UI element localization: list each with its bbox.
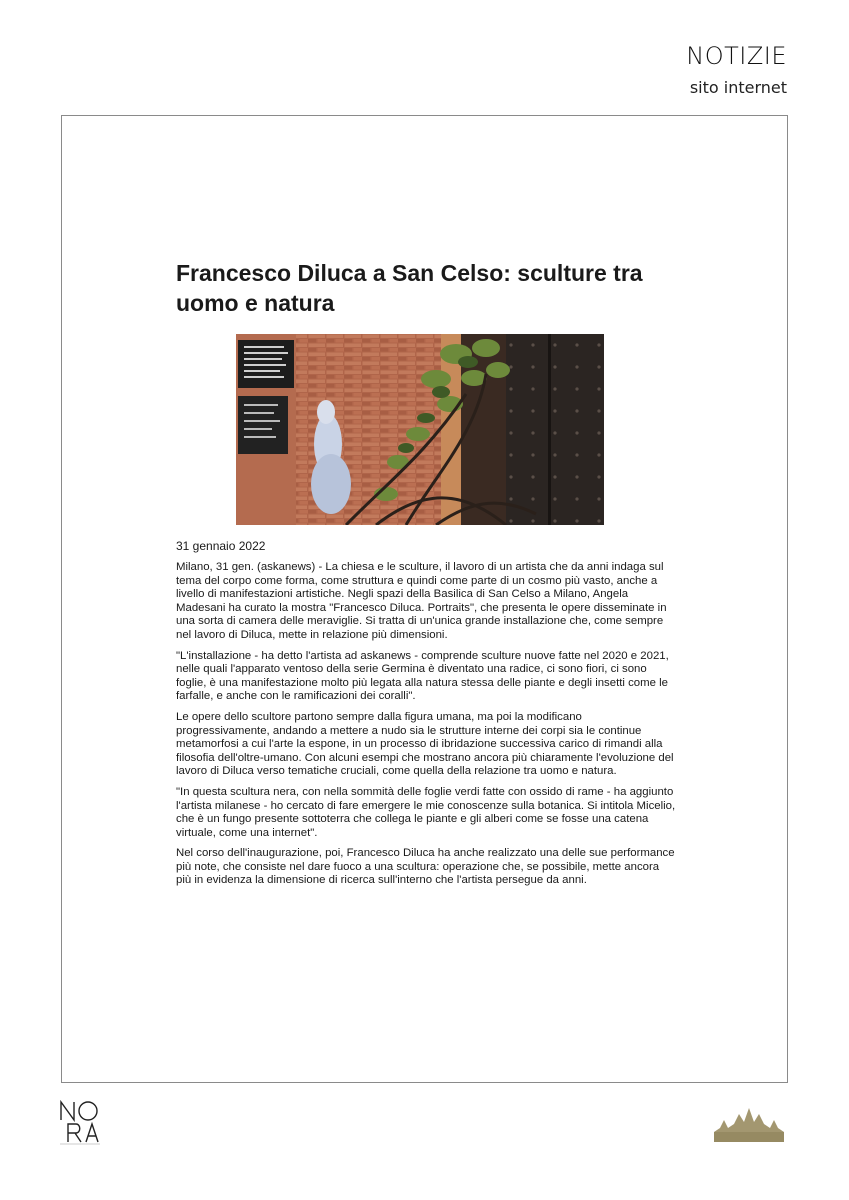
article-date: 31 gennaio 2022 [176, 539, 266, 553]
page-header-subtitle: sito internet [689, 78, 787, 97]
article-paragraph: "L'installazione - ha detto l'artista ad askanews - comprende sculture nuove fatte nel 2020 e 2021, nelle quali l'apparato ventoso della serie Germina è diventato una radice, ci sono fiori, ci sono foglie, è una manifestazione molto più legata alla natura stessa delle piante e degli insetti come le farfalle, e anche con le ramificazioni dei coralli". [176, 649, 669, 703]
article-body [176, 561, 676, 895]
crown-icon [712, 1106, 786, 1144]
article-headline: Francesco Diluca a San Celso: sculture tra uomo e natura [176, 260, 643, 316]
article-paragraph: Nel corso dell'inaugurazione, poi, Francesco Diluca ha anche realizzato una delle sue performance più note, che consiste nel dare fuoco a una scultura: operazione che, se possibile, mette ancora più in evidenza la dimensione di ricerca sull'interno che l'artista persegue da anni. [176, 847, 675, 887]
article-paragraph: "In questa scultura nera, con nella sommità delle foglie verdi fatte con ossido di rame - ha aggiunto l'artista milanese - ho cercato di fare emergere le mie conoscenze sulla botanica. Si intitola Micelio, che è un fungo presente sottoterra che collega le piante e gli alberi come se fosse una catena virtuale, come una internet". [176, 785, 676, 839]
page-header-title: NOTIZIE [686, 42, 787, 70]
sculpture-photo-image [236, 334, 604, 525]
article-paragraph: Milano, 31 gen. (askanews) - La chiesa e le sculture, il lavoro di un artista che da anni indaga sul tema del corpo come forma, come struttura e quindi come parte di un cosmo più vasto, anche a livello di manifestazioni artistiche. Negli spazi della Basilica di San Celso a Milano, Angela Madesani ha curato la mostra "Francesco Diluca. Portraits", che presenta le opere disseminate in una sorta di camera delle meraviglie. Si tratta di un'unica grande installazione che, come sempre nel lavoro di Diluca, mette in relazione più dimensioni. [176, 561, 667, 641]
article-paragraph: Le opere dello scultore partono sempre dalla figura umana, ma poi la modificano progressivamente, andando a mettere a nudo sia le strutture interne dei corpi sia le continue metamorfosi a cui l'arte la espone, in un processo di ibridazione successiva carico di rimandi alla filosofia dell'oltre-umano. Con alcuni esempi che mostrano ancora più chiaramente l'evoluzione del lavoro di Diluca verso tematiche cruciali, come quella della relazione tra uomo e natura. [176, 710, 674, 778]
nora-logo [58, 1100, 102, 1146]
article-photo [236, 334, 604, 525]
